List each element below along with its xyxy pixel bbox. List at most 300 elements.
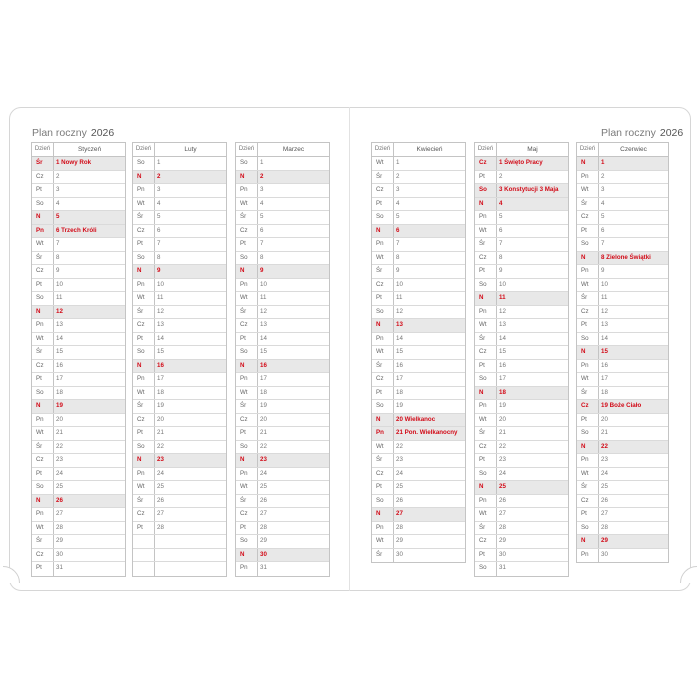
weekday-abbr: Pt (577, 319, 599, 332)
weekday-abbr: N (236, 549, 258, 562)
day-row (32, 265, 125, 279)
day-row (133, 157, 226, 171)
day-entry: 16 (499, 361, 506, 369)
weekday-abbr: So (475, 184, 497, 197)
day-row (133, 265, 226, 279)
day-row (577, 522, 668, 536)
day-row (236, 157, 329, 171)
day-row (577, 198, 668, 212)
day-entry: 19 (396, 402, 403, 409)
day-entry: 5 (601, 213, 605, 220)
weekday-abbr: N (475, 481, 497, 494)
day-entry: 4 (157, 199, 161, 207)
weekday-abbr: Pt (32, 184, 54, 197)
day-row (577, 481, 668, 495)
day-row (577, 333, 668, 347)
day-row (236, 346, 329, 360)
weekday-abbr: So (577, 333, 599, 346)
day-entry: 26 (56, 496, 63, 504)
day-entry: 1 (396, 159, 400, 166)
day-row (577, 441, 668, 455)
weekday-abbr: Pt (475, 454, 497, 467)
day-row (133, 427, 226, 441)
weekday-abbr: Pn (372, 238, 394, 251)
weekday-abbr: N (133, 171, 155, 184)
day-entry: 21 (499, 429, 506, 436)
weekday-abbr: Pn (236, 279, 258, 292)
weekday-abbr: Cz (32, 360, 54, 373)
day-row (577, 373, 668, 387)
weekday-abbr: Wt (236, 292, 258, 305)
day-row (236, 265, 329, 279)
weekday-abbr: So (475, 562, 497, 576)
day-row (133, 508, 226, 522)
weekday-abbr: Pn (133, 279, 155, 292)
day-row (133, 387, 226, 401)
weekday-abbr: Wt (236, 387, 258, 400)
day-entry: 30 (396, 550, 403, 558)
day-entry: 11 (260, 294, 267, 301)
day-column-header: Dzień (32, 143, 54, 156)
day-entry: 28 (157, 523, 164, 531)
day-row (32, 373, 125, 387)
day-row (475, 387, 568, 401)
weekday-abbr: Pn (236, 184, 258, 197)
weekday-abbr: Pt (32, 373, 54, 386)
day-row (133, 549, 226, 563)
day-entry: 16 (56, 361, 63, 369)
day-row (32, 184, 125, 198)
weekday-abbr: Wt (475, 225, 497, 238)
day-row (133, 306, 226, 320)
weekday-abbr: N (372, 319, 394, 332)
month-header (372, 143, 465, 157)
day-row (372, 211, 465, 225)
day-entry: 3 (56, 186, 60, 193)
day-entry: 30 (601, 550, 608, 558)
day-row (133, 184, 226, 198)
weekday-abbr: Wt (475, 414, 497, 427)
day-entry: 22 (499, 442, 506, 450)
day-entry: 17 (56, 375, 63, 382)
day-entry: 19 (56, 402, 63, 409)
day-entry: 8 Zielone Świątki (601, 253, 651, 261)
day-entry: 27 (157, 510, 164, 517)
day-entry: 30 (260, 550, 267, 558)
page-title-left (32, 127, 114, 139)
day-row (236, 238, 329, 252)
weekday-abbr: Pt (133, 238, 155, 251)
day-entry (155, 549, 226, 562)
day-entry: 22 (396, 442, 403, 450)
day-row (236, 373, 329, 387)
day-row (372, 495, 465, 509)
month-table-2 (235, 142, 330, 577)
weekday-abbr: Pn (236, 373, 258, 386)
day-entry: 13 (499, 321, 506, 328)
day-entry: 29 (499, 537, 506, 544)
day-entry: 9 (56, 267, 60, 274)
page-gutter (349, 107, 350, 591)
day-entry: 23 (499, 456, 506, 463)
weekday-abbr: Cz (577, 306, 599, 319)
month-header (475, 143, 568, 157)
weekday-abbr: N (236, 454, 258, 467)
weekday-abbr: Cz (133, 508, 155, 521)
day-row (372, 319, 465, 333)
day-row (577, 414, 668, 428)
weekday-abbr: Śr (32, 252, 54, 265)
day-row (236, 319, 329, 333)
day-row (372, 184, 465, 198)
weekday-abbr: So (475, 279, 497, 292)
weekday-abbr: So (577, 522, 599, 535)
weekday-abbr: Pn (475, 306, 497, 319)
day-entry: 10 (56, 280, 63, 288)
day-entry: 23 (396, 456, 403, 463)
weekday-abbr: Pt (577, 414, 599, 427)
day-row (372, 535, 465, 549)
day-entry: 28 (56, 523, 63, 531)
weekday-abbr: Pt (32, 279, 54, 292)
weekday-abbr: N (32, 211, 54, 224)
weekday-abbr: Cz (475, 441, 497, 454)
day-entry: 18 (396, 388, 403, 396)
day-row (236, 184, 329, 198)
day-entry: 27 (56, 510, 63, 517)
day-entry: 16 (260, 361, 267, 369)
day-row (133, 333, 226, 347)
weekday-abbr: N (236, 360, 258, 373)
day-entry: 28 (601, 523, 608, 531)
weekday-abbr: Śr (133, 306, 155, 319)
day-row (372, 238, 465, 252)
day-row (372, 360, 465, 374)
day-entry: 1 (157, 159, 161, 166)
day-row (236, 495, 329, 509)
weekday-abbr: Pn (32, 225, 54, 238)
day-row (32, 211, 125, 225)
day-row (577, 387, 668, 401)
day-row (32, 292, 125, 306)
day-entry: 12 (157, 307, 164, 315)
day-entry: 18 (260, 388, 267, 396)
day-entry: 3 (260, 186, 264, 193)
day-entry: 19 Boże Ciało (601, 402, 642, 409)
day-column-header: Dzień (133, 143, 155, 156)
weekday-abbr: Pn (372, 333, 394, 346)
day-entry: 21 (260, 429, 267, 436)
weekday-abbr: Wt (236, 481, 258, 494)
weekday-abbr: Pn (577, 360, 599, 373)
weekday-abbr: Pt (475, 360, 497, 373)
weekday-abbr: N (133, 265, 155, 278)
day-entry: 26 (499, 496, 506, 504)
day-row (577, 211, 668, 225)
weekday-abbr: So (133, 252, 155, 265)
day-row (133, 495, 226, 509)
weekday-abbr: Pt (32, 468, 54, 481)
day-entry: 7 (56, 240, 60, 247)
weekday-abbr: Cz (372, 184, 394, 197)
day-entry: 18 (601, 388, 608, 396)
day-row (133, 225, 226, 239)
day-entry: 29 (601, 537, 608, 544)
day-row (372, 292, 465, 306)
weekday-abbr: Śr (32, 346, 54, 359)
weekday-abbr: So (32, 198, 54, 211)
day-row (372, 279, 465, 293)
weekday-abbr: Cz (236, 319, 258, 332)
weekday-abbr: Śr (475, 238, 497, 251)
weekday-abbr: N (577, 535, 599, 548)
weekday-abbr: So (475, 468, 497, 481)
day-entry: 14 (157, 334, 164, 342)
day-entry: 12 (396, 307, 403, 315)
day-entry: 3 Konstytucji 3 Maja (499, 186, 559, 193)
weekday-abbr: Pt (236, 238, 258, 251)
day-row (133, 319, 226, 333)
day-row (32, 319, 125, 333)
weekday-abbr: Wt (133, 292, 155, 305)
weekday-abbr: Pn (577, 549, 599, 563)
month-header (32, 143, 125, 157)
weekday-abbr: Pn (236, 468, 258, 481)
day-row (32, 468, 125, 482)
weekday-abbr: So (133, 346, 155, 359)
day-row (372, 454, 465, 468)
month-table-3 (371, 142, 466, 563)
weekday-abbr: Pn (236, 562, 258, 576)
day-column-header: Dzień (475, 143, 497, 156)
day-row (475, 265, 568, 279)
day-row (32, 387, 125, 401)
weekday-abbr: Cz (133, 319, 155, 332)
weekday-abbr: Śr (236, 306, 258, 319)
day-entry: 9 (499, 267, 503, 274)
day-row (475, 171, 568, 185)
day-entry: 19 (157, 402, 164, 409)
day-row (475, 522, 568, 536)
day-row (133, 346, 226, 360)
day-row (133, 414, 226, 428)
weekday-abbr (133, 562, 155, 576)
day-entry: 31 (499, 564, 506, 571)
day-entry: 21 (157, 429, 164, 436)
weekday-abbr: N (372, 414, 394, 427)
day-row (475, 333, 568, 347)
day-row (475, 225, 568, 239)
month-table-5 (576, 142, 669, 563)
day-column-header: Dzień (372, 143, 394, 156)
weekday-abbr: So (236, 157, 258, 170)
day-entry: 6 (157, 226, 161, 234)
day-row (577, 360, 668, 374)
weekday-abbr: Pt (372, 481, 394, 494)
day-entry: 13 (157, 321, 164, 328)
weekday-abbr: Pt (577, 508, 599, 521)
day-entry: 14 (260, 334, 267, 342)
day-entry: 5 (396, 213, 400, 220)
weekday-abbr: Pn (372, 427, 394, 440)
weekday-abbr: Śr (372, 171, 394, 184)
day-entry: 25 (499, 483, 506, 490)
day-row (475, 508, 568, 522)
day-entry: 18 (56, 388, 63, 396)
day-row (236, 292, 329, 306)
day-entry: 7 (499, 240, 503, 247)
weekday-abbr: So (372, 306, 394, 319)
weekday-abbr: Wt (577, 468, 599, 481)
day-row (236, 400, 329, 414)
day-entry: 17 (499, 375, 506, 382)
month-name: Czerwiec (620, 146, 647, 153)
day-row (133, 562, 226, 576)
weekday-abbr: Pn (32, 319, 54, 332)
day-row (372, 157, 465, 171)
weekday-abbr: Śr (475, 522, 497, 535)
weekday-abbr: Wt (372, 157, 394, 170)
day-row (475, 495, 568, 509)
weekday-abbr: N (475, 292, 497, 305)
day-row (475, 562, 568, 576)
weekday-abbr: Wt (236, 198, 258, 211)
day-entry: 7 (260, 240, 264, 247)
day-row (133, 360, 226, 374)
day-entry: 20 (56, 415, 63, 423)
weekday-abbr: Wt (372, 535, 394, 548)
day-entry: 25 (396, 483, 403, 490)
day-entry: 11 (396, 294, 403, 301)
day-entry: 29 (260, 537, 267, 544)
day-row (32, 279, 125, 293)
day-entry: 24 (601, 469, 608, 477)
day-row (236, 333, 329, 347)
day-entry: 27 (260, 510, 267, 517)
day-row (372, 549, 465, 563)
day-entry: 2 (499, 172, 503, 180)
weekday-abbr: Śr (372, 265, 394, 278)
day-row (236, 279, 329, 293)
weekday-abbr: Wt (372, 252, 394, 265)
day-entry: 17 (260, 375, 267, 382)
weekday-abbr: So (372, 400, 394, 413)
day-entry: 2 (396, 172, 400, 180)
month-header (133, 143, 226, 157)
day-entry: 1 (601, 159, 605, 166)
weekday-abbr: Śr (32, 441, 54, 454)
day-entry: 18 (157, 388, 164, 396)
weekday-abbr: Pt (475, 171, 497, 184)
day-entry: 8 (157, 253, 161, 261)
day-row (475, 535, 568, 549)
day-entry: 9 (157, 267, 161, 274)
weekday-abbr: N (133, 454, 155, 467)
day-entry: 15 (396, 348, 403, 355)
weekday-abbr: Śr (372, 454, 394, 467)
day-row (577, 306, 668, 320)
weekday-abbr: Cz (133, 225, 155, 238)
day-row (475, 184, 568, 198)
day-entry: 2 (601, 172, 605, 180)
weekday-abbr: N (236, 265, 258, 278)
day-entry: 15 (601, 348, 608, 355)
day-row (372, 508, 465, 522)
weekday-abbr: Śr (133, 495, 155, 508)
day-entry: 24 (499, 469, 506, 477)
day-entry: 30 (499, 550, 506, 558)
day-row (133, 454, 226, 468)
day-row (475, 441, 568, 455)
day-row (577, 171, 668, 185)
weekday-abbr: Śr (577, 481, 599, 494)
day-row (577, 252, 668, 266)
day-row (32, 171, 125, 185)
weekday-abbr: Wt (133, 198, 155, 211)
day-entry: 4 (396, 199, 400, 207)
weekday-abbr: Wt (372, 346, 394, 359)
weekday-abbr: Pt (236, 522, 258, 535)
day-row (236, 522, 329, 536)
day-row (475, 468, 568, 482)
weekday-abbr: Śr (577, 292, 599, 305)
day-row (133, 238, 226, 252)
day-entry: 2 (260, 172, 264, 180)
day-row (32, 441, 125, 455)
day-entry: 11 (499, 294, 506, 301)
day-entry: 21 (601, 429, 608, 436)
day-row (372, 522, 465, 536)
weekday-abbr: Cz (32, 265, 54, 278)
page-title-year: 2026 (659, 127, 684, 139)
day-row (475, 360, 568, 374)
weekday-abbr: Śr (32, 157, 54, 170)
day-row (236, 468, 329, 482)
day-entry: 25 (56, 483, 63, 490)
day-row (32, 346, 125, 360)
weekday-abbr: So (32, 292, 54, 305)
weekday-abbr: So (475, 373, 497, 386)
month-header (577, 143, 668, 157)
day-row (372, 346, 465, 360)
day-row (236, 387, 329, 401)
day-entry: 13 (260, 321, 267, 328)
day-row (32, 522, 125, 536)
day-entry: 20 Wielkanoc (396, 415, 436, 423)
day-row (475, 346, 568, 360)
weekday-abbr: N (577, 441, 599, 454)
day-row (475, 252, 568, 266)
day-entry: 14 (499, 334, 506, 342)
day-entry: 24 (56, 469, 63, 477)
day-row (32, 360, 125, 374)
weekday-abbr: So (372, 495, 394, 508)
day-entry: 23 (260, 456, 267, 463)
day-entry: 4 (56, 199, 60, 207)
day-entry: 3 (396, 186, 400, 193)
day-entry: 10 (157, 280, 164, 288)
day-row (133, 522, 226, 536)
day-row (475, 211, 568, 225)
day-entry: 5 (157, 213, 161, 220)
weekday-abbr: Pt (32, 562, 54, 576)
weekday-abbr: So (32, 387, 54, 400)
day-entry: 9 (601, 267, 605, 274)
day-entry: 8 (56, 253, 60, 261)
day-row (32, 225, 125, 239)
weekday-abbr: Pt (133, 427, 155, 440)
weekday-abbr: Pn (133, 373, 155, 386)
